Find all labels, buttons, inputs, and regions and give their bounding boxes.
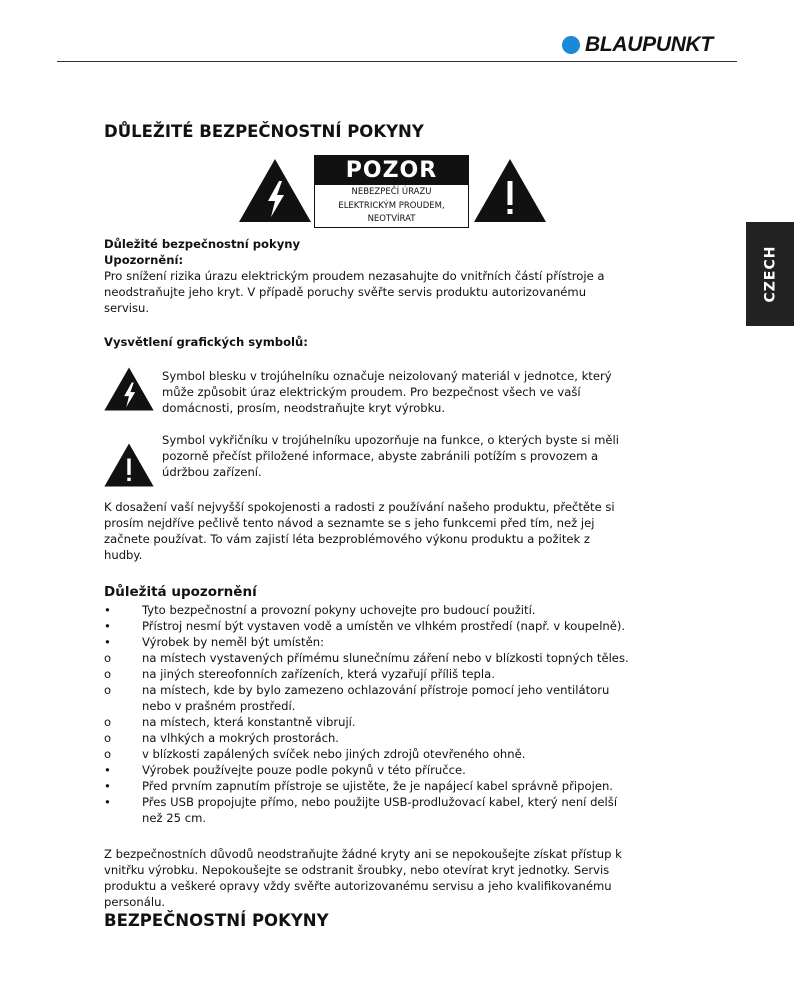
list-item-text: na vlhkých a mokrých prostorách.	[142, 731, 339, 745]
list-marker: •	[104, 619, 111, 633]
list-item-text: Přes USB propojujte přímo, nebo použijte USB-prodlužovací kabel, který není delší	[142, 795, 618, 809]
list-marker: •	[104, 779, 111, 793]
list-item-text: Výrobek by neměl být umístěn:	[142, 635, 324, 649]
exclamation-description-line: Symbol vykřičníku v trojúhelníku upozorňuje na funkce, o kterých byste si měli	[162, 433, 619, 447]
list-marker: o	[104, 651, 112, 665]
list-item-text: na místech vystavených přímému slunečnímu záření nebo v blízkosti topných těles.	[142, 651, 629, 665]
warning-label: Upozornění:	[104, 253, 184, 267]
list-marker: o	[104, 667, 112, 681]
brand-dot-icon	[562, 36, 580, 54]
lightning-description-line: Symbol blesku v trojúhelníku označuje neizolovaný materiál v jednotce, který	[162, 369, 612, 383]
list-item-text: v blízkosti zapálených svíček nebo jiných zdrojů otevřeného ohně.	[142, 747, 526, 761]
list-marker: o	[104, 715, 112, 729]
language-tab-label: CZECH	[762, 245, 779, 303]
lightning-warning-icon	[237, 157, 313, 224]
notices-heading: Důležitá upozornění	[104, 584, 257, 600]
list-marker: •	[104, 763, 111, 777]
satisfaction-line: prosím nejdříve pečlivě tento návod a seznamte se s jeho funkcemi před tím, než jej	[104, 516, 595, 530]
list-marker: •	[104, 795, 111, 809]
list-item-text: Tyto bezpečnostní a provozní pokyny uchovejte pro budoucí použití.	[142, 603, 536, 617]
brand-name: BLAUPUNKT	[585, 33, 713, 56]
caution-line: ELEKTRICKÝM PROUDEM,	[338, 200, 445, 211]
closing-line: produktu a veškeré opravy vždy svěřte autorizovanému servisu a jeho kvalifikovanému	[104, 879, 612, 893]
closing-line: personálu.	[104, 895, 166, 909]
list-marker: o	[104, 731, 112, 745]
lightning-description-line: domácnosti, prosím, neodstraňujte kryt výrobku.	[162, 401, 446, 415]
list-item-text: než 25 cm.	[142, 811, 207, 825]
exclamation-description-line: údržbou zařízení.	[162, 465, 262, 479]
page-title: DŮLEŽITÉ BEZPEČNOSTNÍ POKYNY	[104, 122, 424, 141]
intro-line: servisu.	[104, 301, 150, 315]
satisfaction-line: začnete používat. To vám zajistí léta bezproblémového výkonu produktu a požitek z	[104, 532, 590, 546]
caution-line: NEBEZPEČÍ ÚRAZU	[351, 187, 432, 197]
section-heading: BEZPEČNOSTNÍ POKYNY	[104, 911, 329, 930]
brand-logo	[562, 33, 713, 57]
exclamation-description-line: pozorně přečíst přiložené informace, abyste zabránili potížím s provozem a	[162, 449, 599, 463]
exclamation-warning-icon	[472, 157, 548, 224]
list-item-text: Přístroj nesmí být vystaven vodě a umístěn ve vlhkém prostředí (např. v koupelně).	[142, 619, 626, 633]
caution-text	[315, 185, 468, 227]
list-item-text: Výrobek používejte pouze podle pokynů v této příručce.	[142, 763, 466, 777]
header-divider	[57, 61, 737, 62]
lightning-symbol-icon	[103, 366, 155, 412]
list-marker: •	[104, 603, 111, 617]
closing-line: vnitřku výrobku. Nepokoušejte se odstranit šroubky, nebo otevírat kryt jednotky. Servis	[104, 863, 610, 877]
exclamation-symbol-icon	[103, 442, 155, 488]
caution-heading: POZOR	[315, 156, 468, 185]
symbols-heading: Vysvětlení grafických symbolů:	[104, 335, 308, 349]
caution-line: NEOTVÍRAT	[367, 214, 416, 224]
intro-line: Pro snížení rizika úrazu elektrickým proudem nezasahujte do vnitřních částí přístroje a	[104, 269, 605, 283]
list-item-text: nebo v prašném prostředí.	[142, 699, 296, 713]
list-marker: o	[104, 747, 112, 761]
list-item-text: na místech, která konstantně vibrují.	[142, 715, 356, 729]
list-marker: •	[104, 635, 111, 649]
list-item-text: Před prvním zapnutím přístroje se ujistěte, že je napájecí kabel správně připojen.	[142, 779, 613, 793]
language-tab	[746, 222, 794, 326]
caution-banner	[314, 155, 469, 228]
intro-line: neodstraňujte jeho kryt. V případě poruchy svěřte servis produktu autorizovanému	[104, 285, 587, 299]
list-marker: o	[104, 683, 112, 697]
list-item-text: na jiných stereofonních zařízeních, která vyzařují příliš tepla.	[142, 667, 495, 681]
list-item-text: na místech, kde by bylo zamezeno ochlazování přístroje pomocí jeho ventilátoru	[142, 683, 610, 697]
satisfaction-line: K dosažení vaší nejvyšší spokojenosti a radosti z používání našeho produktu, přečtěte si	[104, 500, 615, 514]
satisfaction-line: hudby.	[104, 548, 143, 562]
intro-heading: Důležité bezpečnostní pokyny	[104, 237, 301, 251]
lightning-description-line: může způsobit úraz elektrickým proudem. Pro bezpečnost všech ve vaší	[162, 385, 581, 399]
closing-line: Z bezpečnostních důvodů neodstraňujte žádné kryty ani se nepokoušejte získat přístup k	[104, 847, 622, 861]
